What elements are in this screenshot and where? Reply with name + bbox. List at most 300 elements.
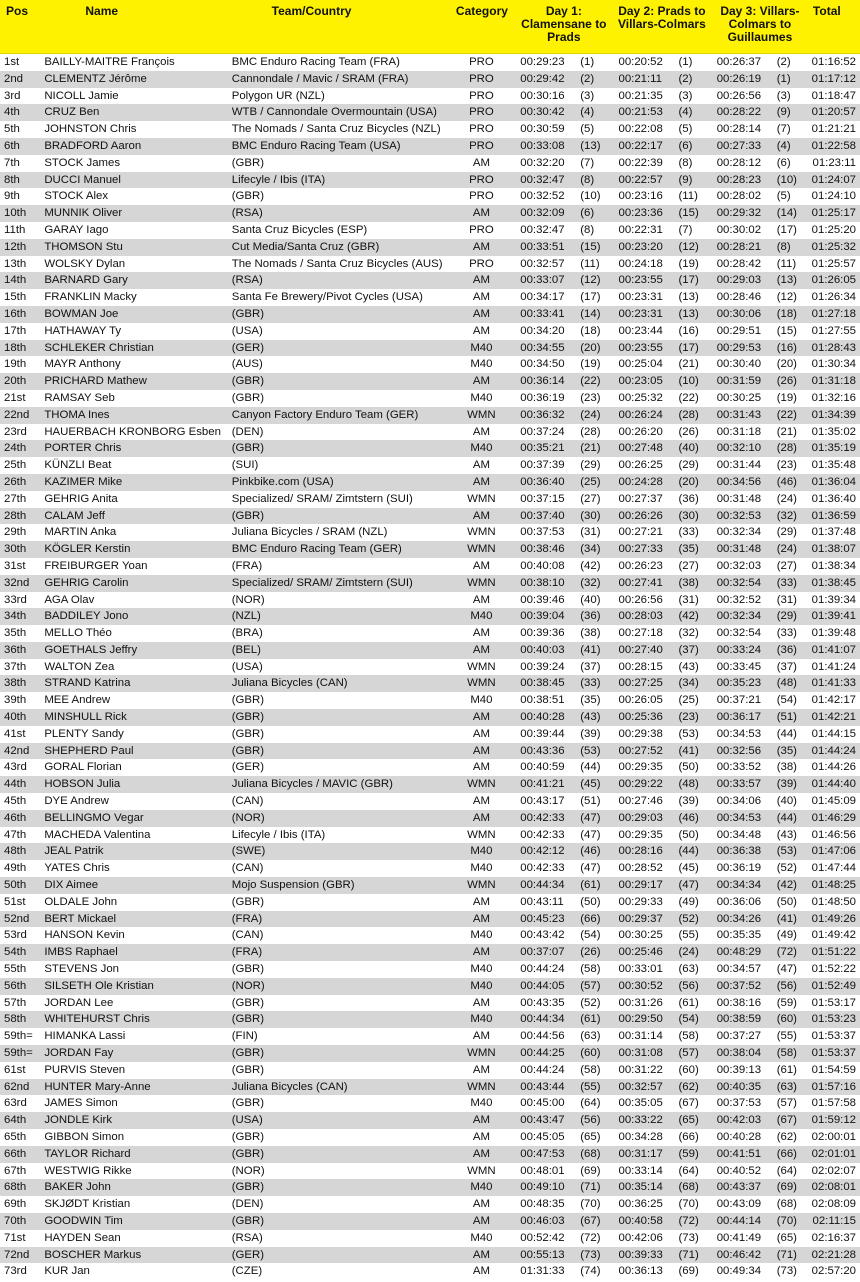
cell-day2-rank: (49) [678,895,699,908]
cell-day3-time: 00:34:56 [716,475,762,488]
cell-total: 01:47:06 [811,845,857,858]
cell-day3 [711,205,809,222]
cell-pos: 42nd [4,744,30,757]
cell-team: (NOR) [231,593,265,606]
cell-team: (GER) [231,761,265,774]
cell-category: M40 [470,1181,493,1194]
cell-total: 01:46:56 [811,828,857,841]
cell-total: 01:39:34 [811,593,857,606]
table-row [0,927,860,944]
cell-team: Juliana Bicycles (CAN) [231,677,348,690]
cell-total: 01:51:22 [811,946,857,959]
cell-name: DYE Andrew [44,795,109,808]
cell-team: Specialized/ SRAM/ Zimtstern (SUI) [231,576,413,589]
cell-day2-time: 00:36:25 [618,1198,663,1211]
cell-day1 [514,491,612,508]
cell-day1-rank: (31) [580,526,601,539]
cell-day1-rank: (56) [580,1114,601,1127]
cell-day2-rank: (1) [678,56,693,68]
cell-day3-time: 00:33:45 [716,660,762,673]
cell-total: 01:52:22 [811,963,857,976]
cell-day3 [711,810,809,827]
cell-day3-time: 00:38:59 [716,1013,762,1026]
cell-day1-time: 00:33:08 [520,139,565,152]
cell-day2 [612,1163,710,1180]
cell-day1 [514,675,612,692]
cell-pos: 43rd [4,761,27,774]
cell-day1 [514,995,612,1012]
cell-day1-time: 00:40:28 [520,711,565,724]
cell-pos: 26th [4,475,27,488]
cell-total: 01:18:47 [811,89,857,102]
cell-category: AM [472,1265,490,1278]
cell-day1 [514,1129,612,1146]
cell-day2-time: 00:29:38 [618,727,663,740]
cell-name: FRANKLIN Macky [44,291,137,304]
cell-day1 [514,71,612,88]
table-row [0,1112,860,1129]
cell-day3 [711,104,809,121]
cell-day3-time: 00:32:34 [716,610,762,623]
cell-day2 [612,121,710,138]
cell-team: Cut Media/Santa Cruz (GBR) [231,240,380,253]
cell-day1-rank: (6) [580,207,595,220]
cell-team: (GBR) [231,391,265,404]
cell-day1 [514,625,612,642]
cell-day2-time: 00:24:28 [618,475,663,488]
cell-day3-time: 00:39:13 [716,1063,762,1076]
cell-category: AM [472,627,490,640]
cell-team: (GER) [231,341,265,354]
cell-day2-time: 00:22:39 [618,156,663,169]
cell-day2-rank: (33) [678,526,699,539]
cell-day2-rank: (65) [678,1114,699,1127]
cell-day3-time: 00:40:52 [716,1164,762,1177]
cell-day3 [711,340,809,357]
cell-total: 01:35:19 [811,442,857,455]
cell-day3-time: 00:32:10 [716,442,762,455]
cell-day3-time: 00:32:56 [716,744,762,757]
cell-day3 [711,1028,809,1045]
cell-day2 [612,1129,710,1146]
cell-day3 [711,793,809,810]
cell-day3-rank: (42) [776,879,797,892]
cell-day2-time: 00:23:55 [618,341,663,354]
cell-name: BARNARD Gary [44,274,128,287]
cell-total: 01:52:49 [811,979,857,992]
cell-day1 [514,1230,612,1247]
cell-category: WMN [467,526,496,539]
cell-day1 [514,424,612,441]
cell-day2-rank: (43) [678,660,699,673]
cell-total: 01:41:07 [811,643,857,656]
cell-name: AGA Olav [44,593,95,606]
cell-day3-rank: (4) [776,139,791,152]
cell-day2-rank: (64) [678,1164,699,1177]
cell-total: 01:48:50 [811,895,857,908]
cell-day3-rank: (67) [776,1114,797,1127]
cell-category: PRO [469,123,494,136]
cell-day2 [612,407,710,424]
cell-name: YATES Chris [44,862,110,875]
table-row [0,625,860,642]
cell-name: GOETHALS Jeffry [44,643,138,656]
cell-category: PRO [469,257,494,270]
cell-day3-time: 00:31:18 [716,425,762,438]
cell-day2-rank: (50) [678,828,699,841]
cell-day1-rank: (20) [580,341,601,354]
cell-name: GOODWIN Tim [44,1214,123,1227]
header-day1: Day 1: Clamensane to Prads [521,4,607,44]
cell-day1 [514,1028,612,1045]
table-row [0,71,860,88]
cell-day2 [612,1062,710,1079]
cell-day1-rank: (44) [580,761,601,774]
table-row [0,675,860,692]
cell-day1-time: 00:42:33 [520,828,565,841]
cell-day1 [514,1011,612,1028]
table-row [0,575,860,592]
cell-category: PRO [469,89,494,102]
cell-pos: 59th= [4,1030,33,1043]
cell-day2-rank: (42) [678,610,699,623]
cell-category: AM [472,274,490,287]
cell-day2 [612,1028,710,1045]
cell-day1-rank: (40) [580,593,601,606]
cell-day1 [514,709,612,726]
cell-total: 02:08:09 [811,1198,857,1211]
cell-day3-time: 00:35:23 [716,677,762,690]
table-row [0,356,860,373]
cell-category: AM [472,1114,490,1127]
table-row [0,289,860,306]
cell-day2 [612,1095,710,1112]
cell-day2-rank: (44) [678,845,699,858]
cell-pos: 19th [4,358,27,371]
cell-day3-rank: (24) [776,543,797,556]
cell-day1 [514,138,612,155]
cell-day1-time: 00:32:09 [520,207,565,220]
cell-day2-rank: (27) [678,559,699,572]
cell-day1 [514,877,612,894]
cell-name: SCHLEKER Christian [44,341,154,354]
table-row [0,709,860,726]
cell-day2-time: 00:39:33 [618,1248,663,1261]
cell-team: (AUS) [231,358,263,371]
cell-category: WMN [467,492,496,505]
cell-day2-rank: (54) [678,1013,699,1026]
cell-day1 [514,407,612,424]
cell-day3-time: 00:48:29 [716,946,762,959]
cell-pos: 28th [4,509,27,522]
table-row [0,239,860,256]
cell-day1-time: 00:37:40 [520,509,565,522]
cell-total: 01:27:18 [811,307,857,320]
cell-team: (USA) [231,1114,263,1127]
cell-day1 [514,88,612,105]
cell-day2-time: 00:27:33 [618,543,663,556]
cell-day1-time: 00:36:14 [520,375,565,388]
cell-day3 [711,709,809,726]
cell-day2 [612,961,710,978]
cell-day3 [711,1263,809,1280]
cell-day1-time: 00:44:25 [520,1047,565,1060]
cell-category: AM [472,1147,490,1160]
cell-day3 [711,239,809,256]
cell-total: 01:17:12 [811,72,857,85]
cell-day1 [514,860,612,877]
cell-day1-time: 00:52:42 [520,1231,565,1244]
header-day3: Day 3: Villars-Colmars to Guillaumes [720,4,800,44]
cell-day3-rank: (54) [776,694,797,707]
cell-day3-time: 00:34:34 [716,879,762,892]
cell-day3 [711,1213,809,1230]
table-row [0,759,860,776]
cell-team: (GBR) [231,996,265,1009]
cell-day3 [711,88,809,105]
cell-total: 01:26:34 [811,291,857,304]
cell-day3-time: 00:32:34 [716,526,762,539]
table-row [0,1179,860,1196]
cell-day2-time: 00:21:53 [618,106,663,119]
cell-day2 [612,373,710,390]
cell-total: 01:42:21 [811,711,857,724]
table-header [0,0,860,54]
cell-team: (RSA) [231,207,263,220]
cell-total: 01:49:42 [811,929,857,942]
cell-day1-time: 00:44:34 [520,1013,565,1026]
table-row [0,222,860,239]
cell-day2 [612,289,710,306]
cell-team: (GBR) [231,190,265,203]
cell-total: 02:16:37 [811,1231,857,1244]
cell-day2 [612,558,710,575]
cell-day1-time: 00:40:08 [520,559,565,572]
cell-day1-rank: (5) [580,123,595,136]
cell-category: PRO [469,223,494,236]
cell-name: TAYLOR Richard [44,1147,131,1160]
cell-day1-rank: (54) [580,929,601,942]
cell-day3 [711,961,809,978]
table-row [0,1011,860,1028]
cell-day2-time: 00:40:58 [618,1214,663,1227]
cell-name: JAMES Simon [44,1097,118,1110]
cell-day3-time: 00:28:12 [716,156,762,169]
cell-name: BOWMAN Joe [44,307,119,320]
cell-day2-rank: (9) [678,173,693,186]
cell-day2 [612,1179,710,1196]
cell-day2-time: 00:27:41 [618,576,663,589]
cell-category: PRO [469,56,494,68]
cell-day2 [612,1045,710,1062]
cell-day3-rank: (43) [776,828,797,841]
cell-day3 [711,1230,809,1247]
cell-total: 01:57:16 [811,1080,857,1093]
cell-day2-time: 00:27:48 [618,442,663,455]
cell-day1-time: 00:42:12 [520,845,565,858]
cell-day1 [514,474,612,491]
cell-day2-time: 00:29:17 [618,879,663,892]
cell-day2-rank: (63) [678,963,699,976]
cell-total: 01:36:40 [811,492,857,505]
table-row [0,474,860,491]
table-row [0,407,860,424]
cell-pos: 10th [4,207,27,220]
cell-day3-rank: (15) [776,324,797,337]
cell-day3-rank: (65) [776,1231,797,1244]
cell-day3-rank: (39) [776,778,797,791]
cell-day2-rank: (2) [678,72,693,85]
cell-day3 [711,843,809,860]
cell-category: AM [472,946,490,959]
cell-day3 [711,558,809,575]
cell-day1 [514,272,612,289]
cell-day1-rank: (67) [580,1214,601,1227]
cell-category: AM [472,761,490,774]
cell-day2 [612,356,710,373]
cell-day1-time: 00:42:33 [520,862,565,875]
cell-category: WMN [467,1047,496,1060]
cell-total: 01:38:45 [811,576,857,589]
cell-day1-rank: (35) [580,694,601,707]
cell-category: AM [472,425,490,438]
cell-pos: 70th [4,1214,27,1227]
cell-category: AM [472,324,490,337]
cell-day2-time: 00:22:08 [618,123,663,136]
table-row [0,995,860,1012]
cell-day1 [514,104,612,121]
cell-day1-time: 00:39:04 [520,610,565,623]
cell-pos: 64th [4,1114,27,1127]
cell-team: (RSA) [231,274,263,287]
table-row [0,138,860,155]
cell-day3-rank: (10) [776,173,797,186]
cell-total: 01:59:12 [811,1114,857,1127]
header-team: Team/Country [271,4,352,18]
cell-day3-time: 00:36:19 [716,862,762,875]
cell-day3-time: 00:34:06 [716,795,762,808]
cell-day1 [514,1247,612,1264]
cell-team: Mojo Suspension (GBR) [231,879,355,892]
cell-day1 [514,1196,612,1213]
cell-team: Juliana Bicycles / MAVIC (GBR) [231,778,393,791]
cell-day1-rank: (51) [580,795,601,808]
cell-team: Lifecyle / Ibis (ITA) [231,173,326,186]
cell-day2-rank: (46) [678,811,699,824]
cell-day2-time: 00:28:03 [618,610,663,623]
cell-day1-time: 00:34:20 [520,324,565,337]
cell-day3-time: 00:32:54 [716,576,762,589]
cell-day1-time: 00:35:21 [520,442,565,455]
cell-day2 [612,54,710,71]
table-row [0,104,860,121]
cell-day2-rank: (20) [678,475,699,488]
cell-pos: 29th [4,526,27,539]
cell-day2-time: 00:27:37 [618,492,663,505]
cell-name: WOLSKY Dylan [44,257,126,270]
table-row [0,508,860,525]
table-row [0,1230,860,1247]
cell-day1-rank: (18) [580,324,601,337]
cell-day3-time: 00:32:03 [716,559,762,572]
cell-day3 [711,1247,809,1264]
cell-name: HAYDEN Sean [44,1231,121,1244]
cell-day2-rank: (30) [678,509,699,522]
cell-total: 01:26:05 [811,274,857,287]
cell-day3-rank: (8) [776,240,791,253]
cell-day3 [711,172,809,189]
cell-name: JOHNSTON Chris [44,123,137,136]
cell-day1-time: 00:33:07 [520,274,565,287]
cell-day2-rank: (61) [678,996,699,1009]
cell-team: (GBR) [231,1097,265,1110]
cell-day3 [711,1079,809,1096]
cell-day1-rank: (36) [580,610,601,623]
cell-total: 01:21:21 [811,123,857,136]
cell-day1-time: 00:39:44 [520,727,565,740]
cell-day1 [514,558,612,575]
cell-day2-rank: (70) [678,1198,699,1211]
cell-day3 [711,911,809,928]
cell-pos: 5th [4,123,20,136]
cell-day1-time: 00:43:17 [520,795,565,808]
cell-day2 [612,104,710,121]
cell-team: Juliana Bicycles / SRAM (NZL) [231,526,388,539]
cell-day1 [514,743,612,760]
cell-day3-rank: (69) [776,1181,797,1194]
cell-day2-rank: (34) [678,677,699,690]
cell-day3 [711,894,809,911]
cell-name: CLEMENTZ Jérôme [44,72,147,85]
cell-day2-time: 00:22:57 [618,173,663,186]
cell-day1 [514,256,612,273]
cell-day1-time: 00:36:40 [520,475,565,488]
cell-day2 [612,1011,710,1028]
cell-day1-time: 00:33:51 [520,240,565,253]
cell-day3-time: 00:26:37 [716,56,762,68]
cell-category: WMN [467,576,496,589]
cell-team: (NZL) [231,610,261,623]
cell-pos: 31st [4,559,26,572]
cell-name: DIX Aimee [44,879,99,892]
cell-day1 [514,592,612,609]
cell-pos: 7th [4,156,20,169]
header-pos: Pos [6,4,29,18]
cell-day2 [612,508,710,525]
cell-day2 [612,323,710,340]
cell-total: 02:21:28 [811,1248,857,1261]
cell-category: AM [472,459,490,472]
cell-total: 01:44:40 [811,778,857,791]
cell-day2 [612,524,710,541]
cell-category: AM [472,1131,490,1143]
cell-day2-time: 00:33:14 [618,1164,663,1177]
cell-pos: 34th [4,610,27,623]
table-body [0,54,860,1280]
table-row [0,592,860,609]
cell-name: BERT Mickael [44,912,117,925]
cell-day2-time: 00:31:08 [618,1047,663,1060]
cell-day3-time: 00:32:52 [716,593,762,606]
cell-pos: 58th [4,1013,27,1026]
table-row [0,1247,860,1264]
cell-category: AM [472,811,490,824]
cell-name: CRUZ Ben [44,106,100,119]
cell-total: 01:44:26 [811,761,857,774]
cell-day3-rank: (33) [776,576,797,589]
cell-day1-time: 00:30:42 [520,106,565,119]
cell-pos: 9th [4,190,20,203]
